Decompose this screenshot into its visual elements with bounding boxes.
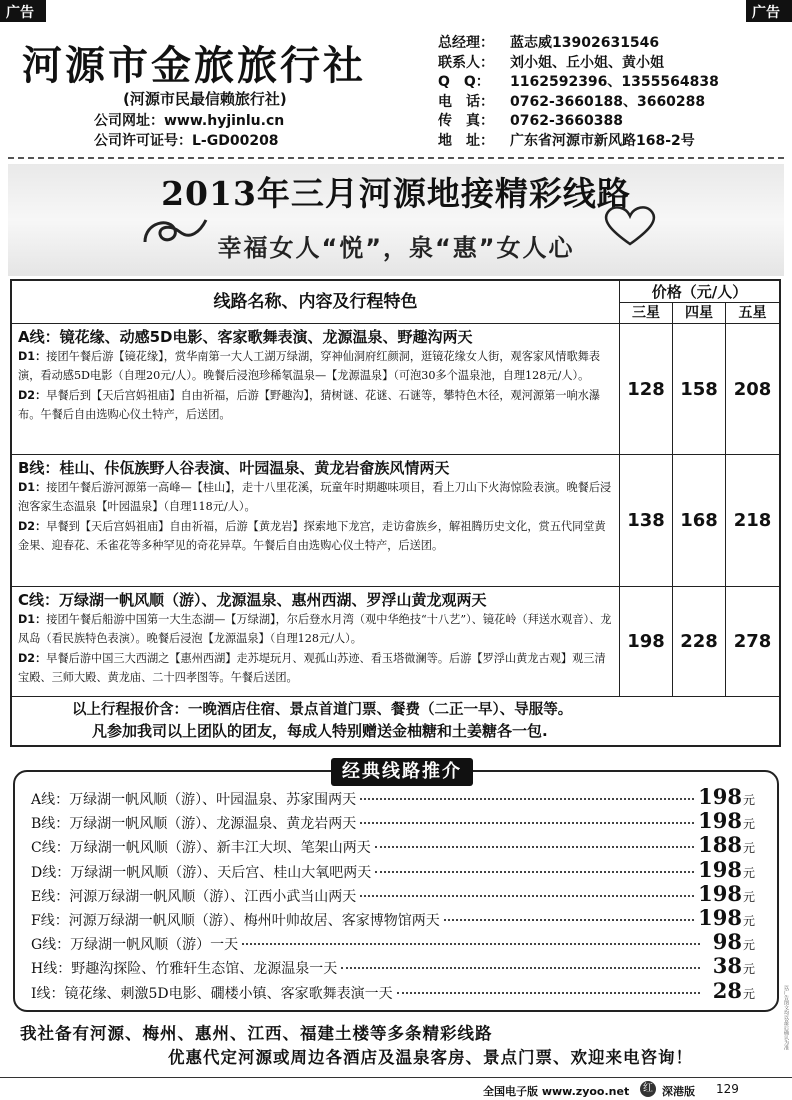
footer-booking-note: 优惠代定河源或周边各酒店及温泉客房、景点门票、欢迎来电咨询！ [168,1048,693,1067]
price-4star: 158 [673,324,726,454]
contact-label: Q Q： [438,74,490,90]
price-includes-note: 以上行程报价含：一晚酒店住宿、景点首道门票、餐费（二正一早）、导服等。 [72,702,573,718]
contact-value: 0762-3660388 [510,113,623,129]
list-item [31,832,755,856]
route-table [10,279,781,747]
contact-row [438,93,778,113]
price-unit: 元 [742,986,755,1001]
column-header-5star: 五星 [726,303,779,324]
gift-note: 凡参加我司以上团队的团友，每成人特别赠送金柚糖和土姜糖各一包. [92,722,548,740]
classic-route-price: 98 [712,929,742,955]
price-unit: 元 [742,962,755,977]
day-text: 早餐后游中国三大西湖之【惠州西湖】走苏堤玩月、观孤山苏迹、看玉塔微澜等。后游【罗浮山黄龙古观】观三清宝殿、三师大殿、黄龙庙、二十四孝图等。午餐后送团。 [18,652,606,684]
dot-leader [360,798,694,800]
table-row [12,455,779,587]
day-label: D1： [18,481,47,494]
route-day [18,387,613,424]
route-day [18,518,613,555]
classic-routes-box [13,761,779,1012]
header-divider [8,157,784,159]
heart-icon [600,204,660,248]
list-item [31,905,755,929]
side-disclaimer: 以广告图文均以最后确认为准 [783,985,789,1050]
classic-route-text: I线：镜花缘、刺激5D电影、礀楼小镇、客家歌舞表演一天 [31,985,393,1002]
day-text: 早餐到【天后宫妈祖庙】自由祈福，后游【黄龙岩】探索地下龙宫，走访畲族乡，解祖腾历史文化，赏五代同堂黄金果、迎春花、禾雀花等多种罕见的奇花异草。午餐后自由选购心仪土特产，后送团。 [18,520,606,552]
day-text: 接团午餐后游【镜花缘】，赏华南第一大人工湖万绿湖，穿神仙洞府红颜洞，逛镜花缘女人街，观客家风情歌舞表演，看动感5D电影（自理20元/人）。晚餐后浸泡珍稀氡温泉—【龙源温泉】（可泡30多个温泉池，自理128元/人）。 [18,350,601,382]
dot-leader [397,992,700,994]
contact-row [438,73,778,93]
contact-label: 地 址： [438,132,494,149]
contact-block [438,34,778,151]
list-item [31,808,755,832]
dot-leader [444,919,694,921]
table-row [12,324,779,455]
contact-row [438,54,778,74]
agency-website: 公司网址：www.hyjinlu.cn [94,113,285,129]
dot-leader [360,822,694,824]
classic-route-text: B线：万绿湖一帆风顺（游）、龙源温泉、黄龙岩两天 [31,816,357,833]
promo-banner [8,164,784,276]
column-header-price: 价格（元/人） [620,281,779,303]
price-3star: 128 [620,324,673,454]
day-label: D1： [18,613,47,626]
classic-route-price: 198 [698,856,742,882]
price-unit: 元 [742,817,755,832]
contact-value: 1162592396、1355564838 [510,74,719,90]
day-text: 接团午餐后船游中国第一大生态湖—【万绿湖】，尔后登水月湾（观中华绝技“十八艺”）、镜花岭（拜送水观音）、龙凤岛（看民族特色表演）。晚餐后浸泡【龙源温泉】（自理128元/人）。 [18,613,612,645]
classic-route-price: 28 [712,977,742,1003]
contact-label: 传 真： [438,113,494,129]
column-header-route: 线路名称、内容及行程特色 [12,281,620,324]
list-item [31,784,755,808]
price-unit: 元 [742,938,755,953]
page-number: 129 [716,1082,739,1096]
banner-subtitle: 幸福女人“悦”，泉“惠”女人心 [217,234,575,262]
agency-name: 河源市金旅旅行社 [22,43,366,89]
classic-route-price: 198 [698,808,742,834]
day-label: D2： [18,520,47,534]
footer-routes-note: 我社备有河源、梅州、惠州、江西、福建土楼等多条精彩线路 [20,1024,493,1043]
price-3star: 138 [620,455,673,586]
price-3star: 198 [620,587,673,696]
contact-value: 0762-3660188、3660288 [510,93,706,110]
ad-label-left: 广告 [0,0,46,22]
list-item [31,978,755,1002]
route-description [12,324,620,454]
route-day [18,611,613,648]
contact-label: 电 话： [438,93,494,110]
page-footer [0,1077,792,1099]
route-title: C线：万绿湖一帆风顺（游）、龙源温泉、惠州西湖、罗浮山黄龙观两天 [18,591,487,609]
day-label: D2： [18,389,47,403]
dot-leader [341,967,700,969]
footer-edition: 深港版 [662,1085,695,1098]
contact-value: 刘小姐、丘小姐、黄小姐 [510,54,664,71]
agency-slogan: (河源市民最信赖旅行社) [123,90,287,108]
banner-title: 2013年三月河源地接精彩线路 [161,174,631,213]
list-item [31,857,755,881]
route-title: B线：桂山、佧佤族野人谷表演、叶园温泉、黄龙岩畲族风情两天 [18,459,450,477]
contact-label: 联系人： [438,54,494,71]
classic-route-text: A线：万绿湖一帆风顺（游）、叶园温泉、苏家围两天 [31,792,357,808]
column-header-3star: 三星 [620,303,673,324]
contact-row [438,112,778,132]
classic-route-text: H线：野趣沟探险、竹雅轩生态馆、龙源温泉一天 [31,961,338,978]
price-5star: 218 [733,510,772,531]
classic-routes-title: 经典线路推介 [331,758,473,786]
price-notes [12,697,779,745]
classic-route-price: 188 [698,832,742,858]
classic-route-text: F线：河源万绿湖一帆风顺（游）、梅州叶帅故居、客家博物馆两天 [31,912,440,929]
price-4star: 228 [673,587,726,696]
contact-row [438,132,778,152]
price-unit: 元 [742,889,755,904]
price-4star: 168 [673,455,726,586]
day-label: D2： [18,652,47,666]
classic-route-price: 38 [712,953,742,979]
contact-value: 广东省河源市新风路168-2号 [510,132,695,149]
price-unit: 元 [742,865,755,880]
list-item [31,929,755,953]
dot-leader [360,895,694,897]
agency-header [0,30,792,150]
route-title: A线：镜花缘、动感5D电影、客家歌舞表演、龙源温泉、野趣沟两天 [18,328,473,346]
dot-leader [375,846,694,848]
contact-label: 总经理： [438,35,494,51]
classic-route-text: D线：万绿湖一帆风顺（游）、天后宫、桂山大氧吧两天 [31,864,372,881]
contact-value: 蓝志威13902631546 [510,35,660,51]
price-unit: 元 [742,913,755,928]
ad-label-right: 广告 [746,0,792,22]
price-5star: 278 [733,631,772,652]
dot-leader [375,871,694,873]
classic-route-price: 198 [698,904,742,930]
contact-row [438,34,778,54]
day-text: 接团午餐后游河源第一高峰—【桂山】，走十八里花溪，玩童年时期趣味项目，看上刀山下火海惊险表演。晚餐后浸泡客家生态温泉【叶园温泉】（自理118元/人）。 [18,481,612,513]
dot-leader [242,943,700,945]
footer-site: 全国电子版 www.zyoo.net [483,1085,630,1098]
classic-routes-list [31,784,755,1002]
classic-route-price: 198 [698,784,742,809]
classic-route-text: G线：万绿湖一帆风顺（游）一天 [31,937,239,954]
price-unit: 元 [742,841,755,856]
agency-license: 公司许可证号：L-GD00208 [94,133,279,149]
edition-logo-icon: 红 [640,1081,656,1097]
classic-route-text: E线：河源万绿湖一帆风顺（游）、江西小武当山两天 [31,888,357,905]
list-item [31,881,755,905]
route-day [18,479,613,516]
classic-route-text: C线：万绿湖一帆风顺（游）、新丰江大坝、笔架山两天 [31,840,371,857]
price-unit: 元 [742,793,755,807]
column-header-4star: 四星 [673,303,726,324]
list-item [31,953,755,977]
classic-route-price: 198 [698,880,742,906]
route-description [12,587,620,696]
route-day [18,348,613,385]
day-text: 早餐后到【天后宫妈祖庙】自由祈福，后游【野趣沟】，猜树谜、花谜、石谜等，攀特色木径，观河源第一响水瀑布。午餐后自由选购心仪土特产，后送团。 [18,389,601,421]
route-day [18,650,613,687]
day-label: D1： [18,350,47,363]
route-description [12,455,620,586]
table-row [12,587,779,697]
price-5star: 208 [733,378,772,400]
